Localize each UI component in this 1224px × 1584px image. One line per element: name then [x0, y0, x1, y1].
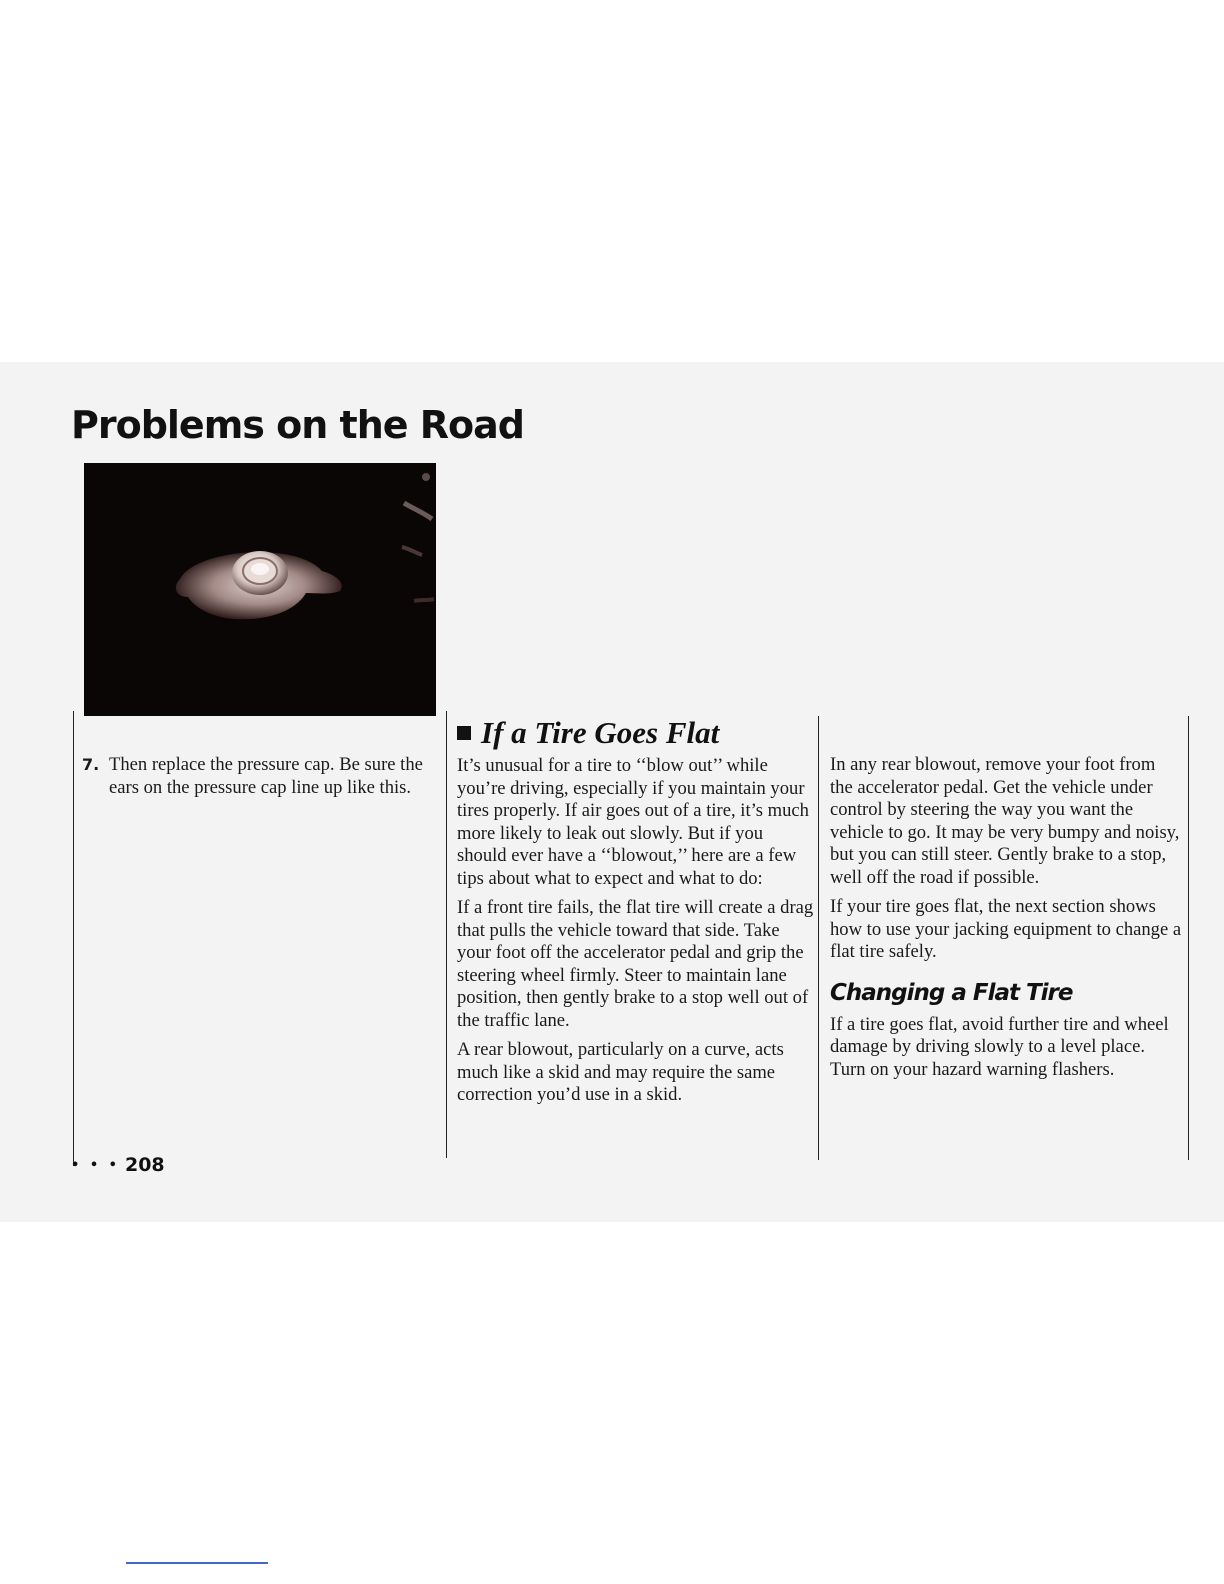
page-number-dots: • • •: [71, 1158, 120, 1173]
paragraph: In any rear blowout, remove your foot from the accelerator pedal. Get the vehicle under control by steering the way you want the vehicle to go. It may be very bumpy and noisy, but you can still steer. Gently brake to a stop, well off the road if possible.: [830, 754, 1180, 888]
step-number: 7.: [82, 755, 100, 774]
paragraph: If a front tire fails, the flat tire will create a drag that pulls the vehicle toward that side. Take your foot off the accelerator pedal and grip the steering wheel firmly. Steer to maintain lane position, then gently brake to a stop well out of the traffic lane.: [457, 897, 814, 1031]
paragraph: A rear blowout, particularly on a curve, acts much like a skid and may require the same correction you’d use in a skid.: [457, 1039, 784, 1105]
paragraph: If your tire goes flat, the next section shows how to use your jacking equipment to change a flat tire safely.: [830, 896, 1182, 962]
subsection-heading: Changing a Flat Tire: [830, 979, 1073, 1006]
column-rule-mid-left: [446, 711, 447, 1158]
section-heading: [457, 715, 814, 751]
step-text: Then replace the pressure cap. Be sure the ears on the pressure cap line up like this.: [109, 754, 423, 798]
column-three: [830, 754, 1182, 1088]
page-title: Problems on the Road: [71, 403, 524, 447]
column-two: [457, 715, 814, 1114]
page-number-value: 208: [124, 1154, 165, 1176]
square-bullet-icon: [457, 726, 471, 740]
step-item: [82, 754, 437, 799]
column-one: [82, 754, 437, 799]
section-heading-text: If a Tire Goes Flat: [481, 715, 720, 750]
hyperlink-underline[interactable]: [126, 1562, 268, 1564]
column-rule-left: [73, 711, 74, 1166]
column-rule-mid-right: [818, 716, 819, 1160]
paragraph: It’s unusual for a tire to ‘‘blow out’’ while you’re driving, especially if you maintain your tires properly. If air goes out of a tire, it’s much more likely to leak out slowly. But if you should ever have a ‘‘blowout,’’ here are a few tips about what to expect and what to do:: [457, 755, 809, 889]
paragraph: If a tire goes flat, avoid further tire and wheel damage by driving slowly to a level place. Turn on your hazard warning flashers.: [830, 1013, 1169, 1080]
page-number: [71, 1154, 165, 1176]
column-rule-right: [1188, 716, 1189, 1160]
radiator-pressure-cap-photo: [84, 463, 436, 716]
